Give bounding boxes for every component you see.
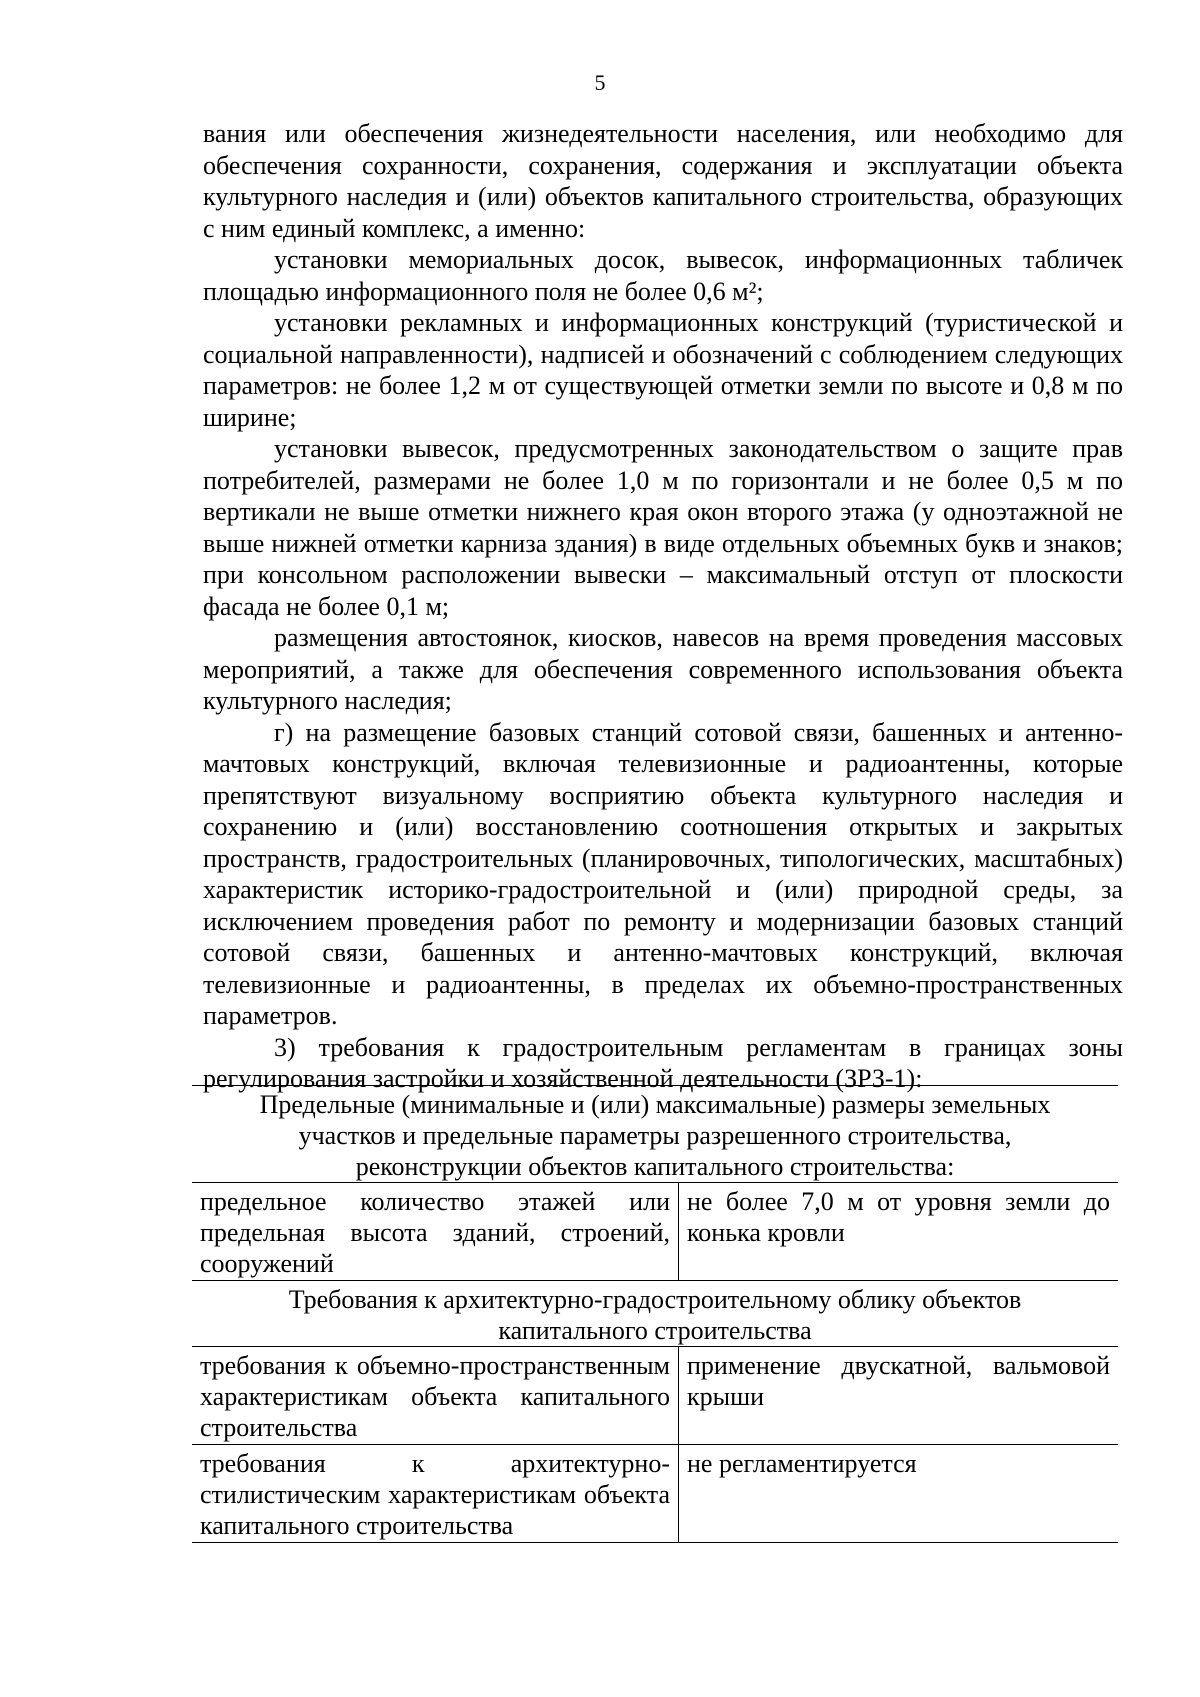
table-cell-requirement: предельное количество этажей или предельная высота зданий, строений, сооружений — [192, 1183, 679, 1281]
paragraph: размещения автостоянок, киосков, навесов на время проведения массовых мероприятий, а также для обеспечения современного использования объекта культурного наследия; — [203, 623, 1123, 715]
table-row — [192, 1183, 1118, 1281]
regulations-table — [192, 1085, 1118, 1543]
paragraph: 3) требования к градостроительным регламентам в границах зоны регулирования застройки и хозяйственной деятельности (ЗРЗ-1): — [203, 1032, 1123, 1093]
paragraph: установки вывесок, предусмотренных законодательством о защите прав потребителей, размерами не более 1,0 м по горизонтали и не более 0,5 м по вертикали не выше отметки нижнего края окон второго этажа (у одноэтажной не выше нижней отметки карниза здания) в виде отдельных объемных букв и знаков; при консольном расположении вывески – максимальный отступ от плоскости фасада не более 0,1 м; — [203, 434, 1123, 621]
section-heading: Предельные (минимальные и (или) максимальные) размеры земельных участков и предельные параметры разрешенного строительства, реконструкции объектов капитального строительства: — [192, 1086, 1118, 1183]
table-cell-value: не регламентируется — [679, 1445, 1119, 1543]
table-row — [192, 1445, 1118, 1543]
table-row — [192, 1347, 1118, 1445]
table-cell-value: применение двускатной, вальмовой крыши — [679, 1347, 1119, 1445]
table-cell-value: не более 7,0 м от уровня земли до конька кровли — [679, 1183, 1119, 1281]
table-cell-requirement: требования к объемно-пространственным характеристикам объекта капитального строительства — [192, 1347, 679, 1445]
section-heading: Требования к архитектурно-градостроительному облику объектов капитального строительства — [192, 1281, 1118, 1347]
table-section-row — [192, 1281, 1118, 1347]
paragraph: г) на размещение базовых станций сотовой связи, башенных и антенно-мачтовых конструкций, включая телевизионные и радиоантенны, которые препятствуют визуальному восприятию объекта культурного наследия и сохранению и (или) восстановлению соотношения открытых и закрытых пространств, градостроительных (планировочных, типологических, масштабных) характеристик историко-градостроительной и (или) природной среды, за исключением проведения работ по ремонту и модернизации базовых станций сотовой связи, башенных и антенно-мачтовых конструкций, включая телевизионные и радиоантенны, в пределах их объемно-пространственных параметров. — [203, 717, 1123, 1030]
page-number: 5 — [594, 70, 606, 95]
table-cell-requirement: требования к архитектурно- стилистическим характеристикам объекта капитального строительства — [192, 1445, 679, 1543]
paragraph: установки рекламных и информационных конструкций (туристической и социальной направленности), надписей и обозначений с соблюдением следующих параметров: не более 1,2 м от существующей отметки земли по высоте и 0,8 м по ширине; — [203, 308, 1123, 432]
paragraph: вания или обеспечения жизнедеятельности населения, или необходимо для обеспечения сохранности, сохранения, содержания и эксплуатации объекта культурного наследия и (или) объектов капитального строительства, образующих с ним единый комплекс, а именно: — [203, 119, 1123, 243]
table-section-row — [192, 1086, 1118, 1183]
document-body — [203, 118, 1123, 1095]
paragraph: установки мемориальных досок, вывесок, информационных табличек площадью информационного поля не более 0,6 м²; — [203, 245, 1123, 306]
